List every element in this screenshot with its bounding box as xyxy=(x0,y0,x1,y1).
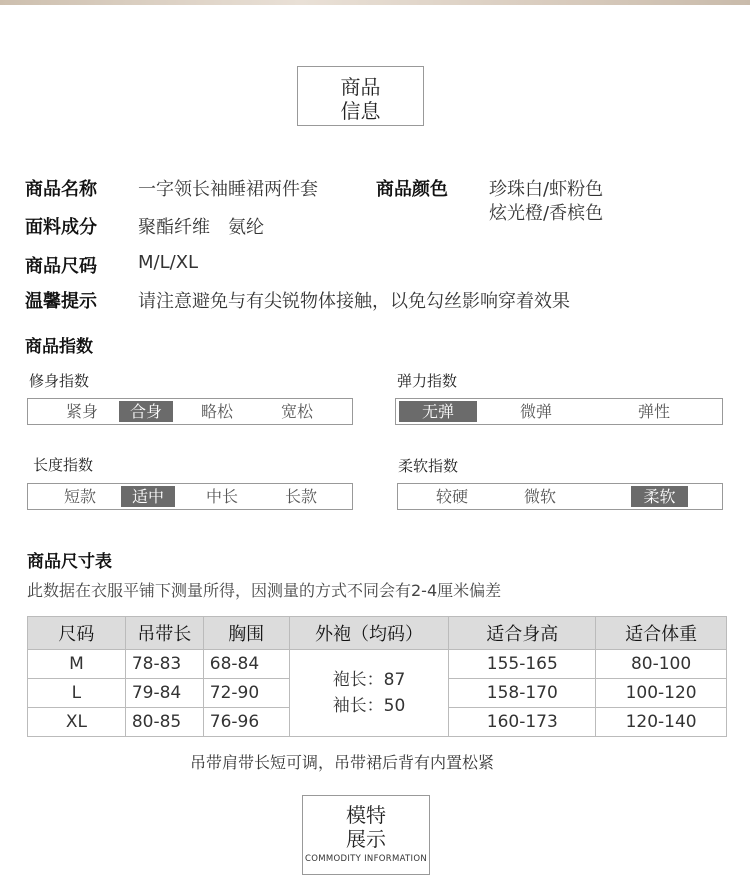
softness-option-soft-selected: 柔软 xyxy=(631,486,688,507)
index-label-length: 长度指数 xyxy=(33,456,94,474)
header-bust: 胸围 xyxy=(203,617,289,650)
cell-weight: 120-140 xyxy=(596,708,727,737)
cell-height: 160-173 xyxy=(449,708,596,737)
index-scale-softness xyxy=(397,483,723,510)
label-fabric: 面料成分 xyxy=(25,217,97,238)
cell-weight: 80-100 xyxy=(596,650,727,679)
header-size: 尺码 xyxy=(28,617,126,650)
length-option-long: 长款 xyxy=(284,487,317,506)
fit-option-slightly-loose: 略松 xyxy=(200,402,233,421)
index-scale-stretch xyxy=(395,398,723,425)
header-weight: 适合体重 xyxy=(596,617,727,650)
header-robe: 外袍（均码） xyxy=(289,617,449,650)
cell-robe-measurements xyxy=(289,650,449,737)
heading-line-2: 展示 xyxy=(346,827,386,851)
cell-size: L xyxy=(28,679,126,708)
cell-height: 155-165 xyxy=(449,650,596,679)
cell-strap-length: 78-83 xyxy=(125,650,203,679)
size-section-title: 商品尺寸表 xyxy=(27,552,112,572)
index-scale-fit xyxy=(27,398,353,425)
softness-option-slightly-soft: 微软 xyxy=(523,487,556,506)
table-footnote: 吊带肩带长短可调，吊带裙后背有内置松紧 xyxy=(190,753,495,772)
sleeve-length: 袖长：50 xyxy=(332,696,406,716)
table-row xyxy=(28,650,727,679)
value-size: M/L/XL xyxy=(138,252,199,273)
stretch-option-none-selected: 无弹 xyxy=(399,401,477,422)
header-strap-length: 吊带长 xyxy=(125,617,203,650)
index-scale-length xyxy=(27,483,353,510)
cell-height: 158-170 xyxy=(449,679,596,708)
label-product-color: 商品颜色 xyxy=(376,179,448,200)
section-heading-product-info xyxy=(297,66,424,126)
fit-option-loose: 宽松 xyxy=(280,402,313,421)
top-decorative-band xyxy=(0,0,750,5)
section-heading-model-display xyxy=(302,795,430,875)
cell-weight: 100-120 xyxy=(596,679,727,708)
fit-option-tight: 紧身 xyxy=(65,402,98,421)
stretch-option-slight: 微弹 xyxy=(519,402,552,421)
cell-size: M xyxy=(28,650,126,679)
label-tips: 温馨提示 xyxy=(25,291,97,312)
cell-strap-length: 79-84 xyxy=(125,679,203,708)
cell-size: XL xyxy=(28,708,126,737)
robe-length: 袍长：87 xyxy=(332,670,406,690)
length-option-medium-selected: 适中 xyxy=(121,486,175,507)
value-product-name: 一字领长袖睡裙两件套 xyxy=(138,179,318,200)
heading-line-1: 商品 xyxy=(340,75,381,99)
index-label-stretch: 弹力指数 xyxy=(397,372,458,390)
size-table xyxy=(27,616,727,737)
index-label-fit: 修身指数 xyxy=(29,372,90,390)
cell-bust: 72-90 xyxy=(203,679,289,708)
header-height: 适合身高 xyxy=(449,617,596,650)
value-product-color-line2: 炫光橙/香槟色 xyxy=(489,203,604,224)
softness-option-hard: 较硬 xyxy=(435,487,468,506)
cell-strap-length: 80-85 xyxy=(125,708,203,737)
size-table-header-row xyxy=(28,617,727,650)
index-label-softness: 柔软指数 xyxy=(398,457,459,475)
index-section-title: 商品指数 xyxy=(25,337,93,357)
label-size: 商品尺码 xyxy=(25,256,97,277)
value-tips: 请注意避免与有尖锐物体接触，以免勾丝影响穿着效果 xyxy=(138,291,570,312)
heading-line-1: 模特 xyxy=(346,803,386,827)
cell-bust: 76-96 xyxy=(203,708,289,737)
fit-option-regular-selected: 合身 xyxy=(119,401,173,422)
heading-subtitle: COMMODITY INFORMATION xyxy=(304,854,427,864)
length-option-mid-long: 中长 xyxy=(205,487,238,506)
value-product-color-line1: 珍珠白/虾粉色 xyxy=(489,179,604,200)
label-product-name: 商品名称 xyxy=(25,179,97,200)
value-fabric: 聚酯纤维 氨纶 xyxy=(138,217,264,238)
size-measure-note: 此数据在衣服平铺下测量所得，因测量的方式不同会有2-4厘米偏差 xyxy=(27,581,502,600)
heading-line-2: 信息 xyxy=(340,99,381,123)
cell-bust: 68-84 xyxy=(203,650,289,679)
length-option-short: 短款 xyxy=(63,487,96,506)
stretch-option-elastic: 弹性 xyxy=(637,402,670,421)
